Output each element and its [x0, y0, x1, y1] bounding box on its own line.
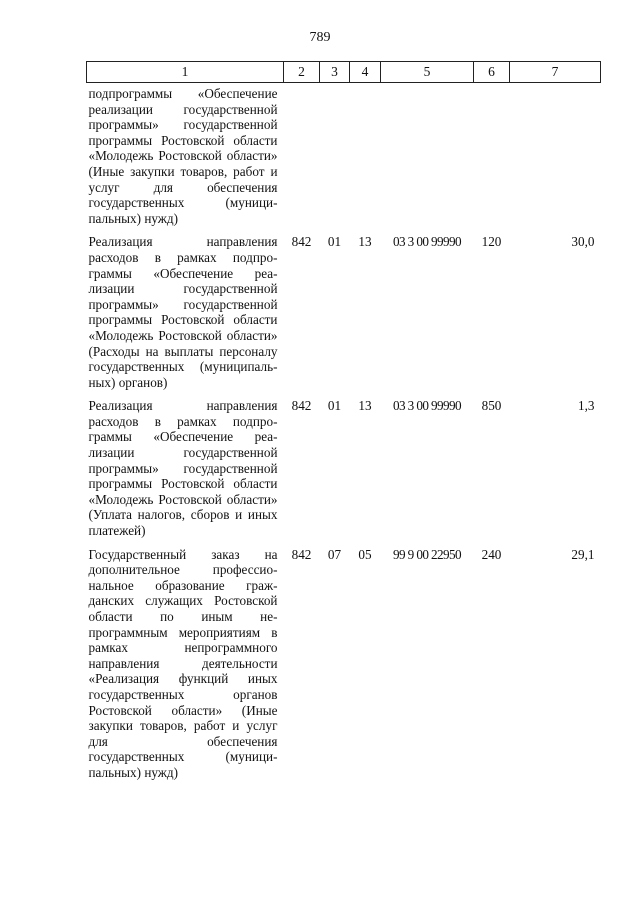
expense-type-code: 120	[481, 234, 502, 250]
table-body	[87, 83, 601, 789]
target-code	[381, 83, 474, 235]
table-row	[87, 234, 601, 398]
subsection-code: 13	[358, 234, 372, 250]
row-name: Реализация направления расходов в рамках подпрограммы «Обеспечение реализации государственной программы» государственной программы Ростовской области «Молодежь Ростовской области» (Расходы на выплаты персоналу государственных (муниципальных) органов)	[88, 234, 278, 390]
row-name: Реализация направления расходов в рамках подпрограммы «Обеспечение реализации государственной программы» государственной программы Ростовской области «Молодежь Ростовской области» (Уплата налогов, сборов и иных платежей)	[88, 398, 278, 539]
table-row	[87, 83, 601, 235]
section-code: 07	[327, 546, 342, 562]
section-code: 01	[327, 398, 342, 414]
column-header: 6	[474, 62, 510, 83]
expense-type-code: 240	[481, 546, 502, 562]
subsection-code	[350, 83, 381, 235]
expense-type-code: 850	[481, 398, 502, 414]
column-header: 7	[510, 62, 601, 83]
column-header: 4	[350, 62, 381, 83]
page-number: 789	[309, 30, 331, 45]
amount: 29,1	[571, 546, 595, 562]
ministry-code: 842	[291, 546, 312, 562]
amount: 30,0	[571, 234, 595, 250]
column-header: 5	[381, 62, 474, 83]
table-row	[87, 398, 601, 546]
expense-type-code	[474, 83, 510, 235]
budget-table	[86, 61, 601, 789]
header-row	[87, 62, 601, 83]
target-code: 03 3 00 99990	[392, 398, 462, 414]
target-code: 99 9 00 22950	[392, 546, 462, 562]
subsection-code: 13	[358, 398, 372, 414]
subsection-code: 05	[358, 546, 372, 562]
amount	[510, 83, 601, 235]
ministry-code	[284, 83, 320, 235]
column-header: 2	[284, 62, 320, 83]
ministry-code: 842	[291, 398, 312, 414]
target-code: 03 3 00 99990	[392, 234, 462, 250]
section-code	[320, 83, 350, 235]
column-header: 1	[87, 62, 284, 83]
amount: 1,3	[578, 398, 595, 414]
section-code: 01	[327, 234, 342, 250]
table-header	[87, 62, 601, 83]
ministry-code: 842	[291, 234, 312, 250]
row-name: подпрограммы «Обеспечение реализации государственной программы» государственной программы Ростовской области «Молодежь Ростовской области» (Иные закупки товаров, работ и услуг для обеспечения государственных (муниципальных) нужд)	[88, 86, 278, 226]
row-name: Государственный заказ на дополнительное профессиональное образование гражданских служащих Ростовской области по иным непрограммным мероприятиям в рамках непрограммного направления деятельности «Реализация функций иных государственных органов Ростовской области» (Иные закупки товаров, работ и услуг для обеспечения государственных (муниципальных) нужд)	[88, 546, 278, 780]
table-row	[87, 547, 601, 789]
column-header: 3	[320, 62, 350, 83]
